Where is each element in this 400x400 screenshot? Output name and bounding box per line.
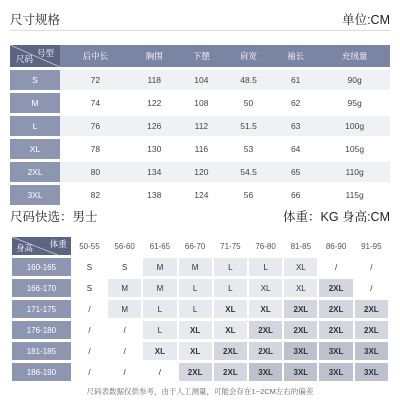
size-cell: / <box>108 363 141 381</box>
size-cell: M <box>179 258 212 276</box>
size-cell: / <box>319 258 352 276</box>
size-spec-header <box>10 8 390 31</box>
size-cell: 3XL <box>284 342 317 360</box>
spec-corner-cell <box>10 45 60 67</box>
size-cell: 2XL <box>249 342 282 360</box>
size-cell: 2XL <box>214 342 247 360</box>
size-cell: L <box>143 300 176 318</box>
spec-cell: 120 <box>178 162 225 182</box>
spec-size-label: M <box>10 93 60 113</box>
height-row-label: 176-180 <box>12 321 71 339</box>
spec-size-label: XL <box>10 139 60 159</box>
size-cell: / <box>73 321 106 339</box>
quick-row <box>12 321 388 339</box>
size-cell: / <box>143 363 176 381</box>
spec-cell: 82 <box>60 185 131 205</box>
spec-cell: 78 <box>60 139 131 159</box>
spec-cell: 74 <box>60 93 131 113</box>
quick-row <box>12 300 388 318</box>
size-cell: L <box>249 258 282 276</box>
size-cell: S <box>108 258 141 276</box>
quick-row <box>12 279 388 297</box>
spec-corner-top: 号型 <box>36 48 54 58</box>
quick-header-row <box>12 237 388 255</box>
spec-cell: 105g <box>319 139 390 159</box>
spec-cell: 48.5 <box>225 70 272 90</box>
quick-row <box>12 363 388 381</box>
height-row-label: 186-190 <box>12 363 71 381</box>
size-cell: 2XL <box>284 300 317 318</box>
spec-cell: 122 <box>131 93 178 113</box>
size-cell: / <box>108 342 141 360</box>
size-cell: XL <box>284 258 317 276</box>
size-cell: 2XL <box>319 279 352 297</box>
spec-cell: 116 <box>178 139 225 159</box>
quick-row <box>12 342 388 360</box>
quick-corner-bottom: 身高 <box>16 243 34 253</box>
size-cell: M <box>143 258 176 276</box>
spec-col-header: 肩宽 <box>225 45 272 67</box>
weight-col-header: 50-55 <box>79 241 100 251</box>
quick-select-header <box>10 205 390 227</box>
size-cell: 3XL <box>355 363 388 381</box>
size-cell: XL <box>179 321 212 339</box>
size-cell: XL <box>179 342 212 360</box>
size-cell: 3XL <box>319 363 352 381</box>
spec-cell: 100g <box>319 116 390 136</box>
size-cell: 3XL <box>284 363 317 381</box>
spec-cell: 76 <box>60 116 131 136</box>
spec-cell: 130 <box>131 139 178 159</box>
spec-cell: 115g <box>319 185 390 205</box>
spec-row <box>10 162 390 182</box>
quick-units-label: 体重：KG 身高:CM <box>283 210 390 224</box>
spec-cell: 124 <box>178 185 225 205</box>
size-cell: 2XL <box>214 363 247 381</box>
quick-select-table <box>10 234 390 384</box>
size-cell: M <box>108 279 141 297</box>
spec-corner-bottom: 尺码 <box>16 54 34 64</box>
size-cell: L <box>179 300 212 318</box>
spec-cell: 126 <box>131 116 178 136</box>
spec-cell: 112 <box>178 116 225 136</box>
spec-cell: 50 <box>225 93 272 113</box>
size-cell: 2XL <box>249 321 282 339</box>
spec-size-label: L <box>10 116 60 136</box>
spec-row <box>10 70 390 90</box>
size-cell: S <box>73 279 106 297</box>
size-cell: 3XL <box>355 342 388 360</box>
spec-row <box>10 139 390 159</box>
spec-cell: 72 <box>60 70 131 90</box>
quick-corner-top: 体重 <box>49 239 67 249</box>
weight-col-header: 66-70 <box>184 241 206 251</box>
spec-cell: 66 <box>272 185 319 205</box>
spec-row <box>10 93 390 113</box>
size-cell: S <box>73 258 106 276</box>
height-row-label: 160-165 <box>12 258 71 276</box>
spec-col-header: 袖长 <box>272 45 319 67</box>
spec-cell: 104 <box>178 70 225 90</box>
spec-header-row <box>10 45 390 67</box>
size-cell: XL <box>249 300 282 318</box>
spec-cell: 61 <box>272 70 319 90</box>
size-spec-table <box>10 42 390 208</box>
height-row-label: 166-170 <box>12 279 71 297</box>
height-row-label: 171-175 <box>12 300 71 318</box>
weight-col-header: 81-85 <box>290 241 312 251</box>
size-spec-title: 尺寸规格 <box>10 13 61 27</box>
spec-col-header: 充绒量 <box>319 45 390 67</box>
size-cell: 2XL <box>319 300 352 318</box>
size-cell: / <box>73 363 106 381</box>
weight-col-header: 76-80 <box>255 241 276 251</box>
size-cell: L <box>214 258 247 276</box>
size-cell: XL <box>214 321 247 339</box>
size-cell: XL <box>249 279 282 297</box>
spec-cell: 134 <box>131 162 178 182</box>
spec-cell: 138 <box>131 185 178 205</box>
weight-col-header: 86-90 <box>325 241 347 251</box>
size-cell: L <box>179 279 212 297</box>
size-cell: 2XL <box>319 321 352 339</box>
size-cell: L <box>143 321 176 339</box>
spec-cell: 53 <box>225 139 272 159</box>
size-cell: XL <box>284 279 317 297</box>
spec-cell: 51.5 <box>225 116 272 136</box>
spec-cell: 80 <box>60 162 131 182</box>
weight-col-header: 71-75 <box>220 241 241 251</box>
spec-cell: 54.5 <box>225 162 272 182</box>
spec-col-header: 下摆 <box>178 45 225 67</box>
spec-cell: 108 <box>178 93 225 113</box>
spec-cell: 56 <box>225 185 272 205</box>
size-cell: / <box>108 321 141 339</box>
spec-cell: 63 <box>272 116 319 136</box>
quick-row <box>12 258 388 276</box>
weight-col-header: 91-95 <box>361 241 382 251</box>
size-cell: / <box>355 258 388 276</box>
size-cell: 2XL <box>355 300 388 318</box>
spec-cell: 90g <box>319 70 390 90</box>
size-cell: / <box>355 279 388 297</box>
weight-col-header: 56-60 <box>114 241 135 251</box>
spec-row <box>10 116 390 136</box>
height-row-label: 181-185 <box>12 342 71 360</box>
spec-cell: 62 <box>272 93 319 113</box>
size-cell: 2XL <box>284 321 317 339</box>
size-cell: 3XL <box>249 363 282 381</box>
spec-size-label: 3XL <box>10 185 60 205</box>
spec-cell: 118 <box>131 70 178 90</box>
spec-size-label: 2XL <box>10 162 60 182</box>
spec-cell: 110g <box>319 162 390 182</box>
size-cell: / <box>73 300 106 318</box>
unit-label: 单位:CM <box>342 13 390 27</box>
spec-col-header: 后中长 <box>60 45 131 67</box>
spec-row <box>10 185 390 205</box>
weight-col-header: 61-65 <box>149 241 171 251</box>
spec-cell: 95g <box>319 93 390 113</box>
size-cell: 2XL <box>179 363 212 381</box>
size-cell: XL <box>214 300 247 318</box>
spec-cell: 65 <box>272 162 319 182</box>
quick-corner-cell <box>12 237 71 255</box>
quick-select-title: 尺码快选：男士 <box>10 210 98 224</box>
spec-cell: 64 <box>272 139 319 159</box>
size-cell: / <box>73 342 106 360</box>
size-cell: L <box>214 279 247 297</box>
size-cell: 3XL <box>319 342 352 360</box>
spec-col-header: 胸围 <box>131 45 178 67</box>
size-cell: M <box>143 279 176 297</box>
spec-size-label: S <box>10 70 60 90</box>
size-cell: M <box>108 300 141 318</box>
size-cell: 2XL <box>355 321 388 339</box>
size-cell: XL <box>143 342 176 360</box>
footnote: 尺码表数据仅供参考，由于人工测量，可能会存在1~2CM左右的偏差 <box>86 387 314 396</box>
